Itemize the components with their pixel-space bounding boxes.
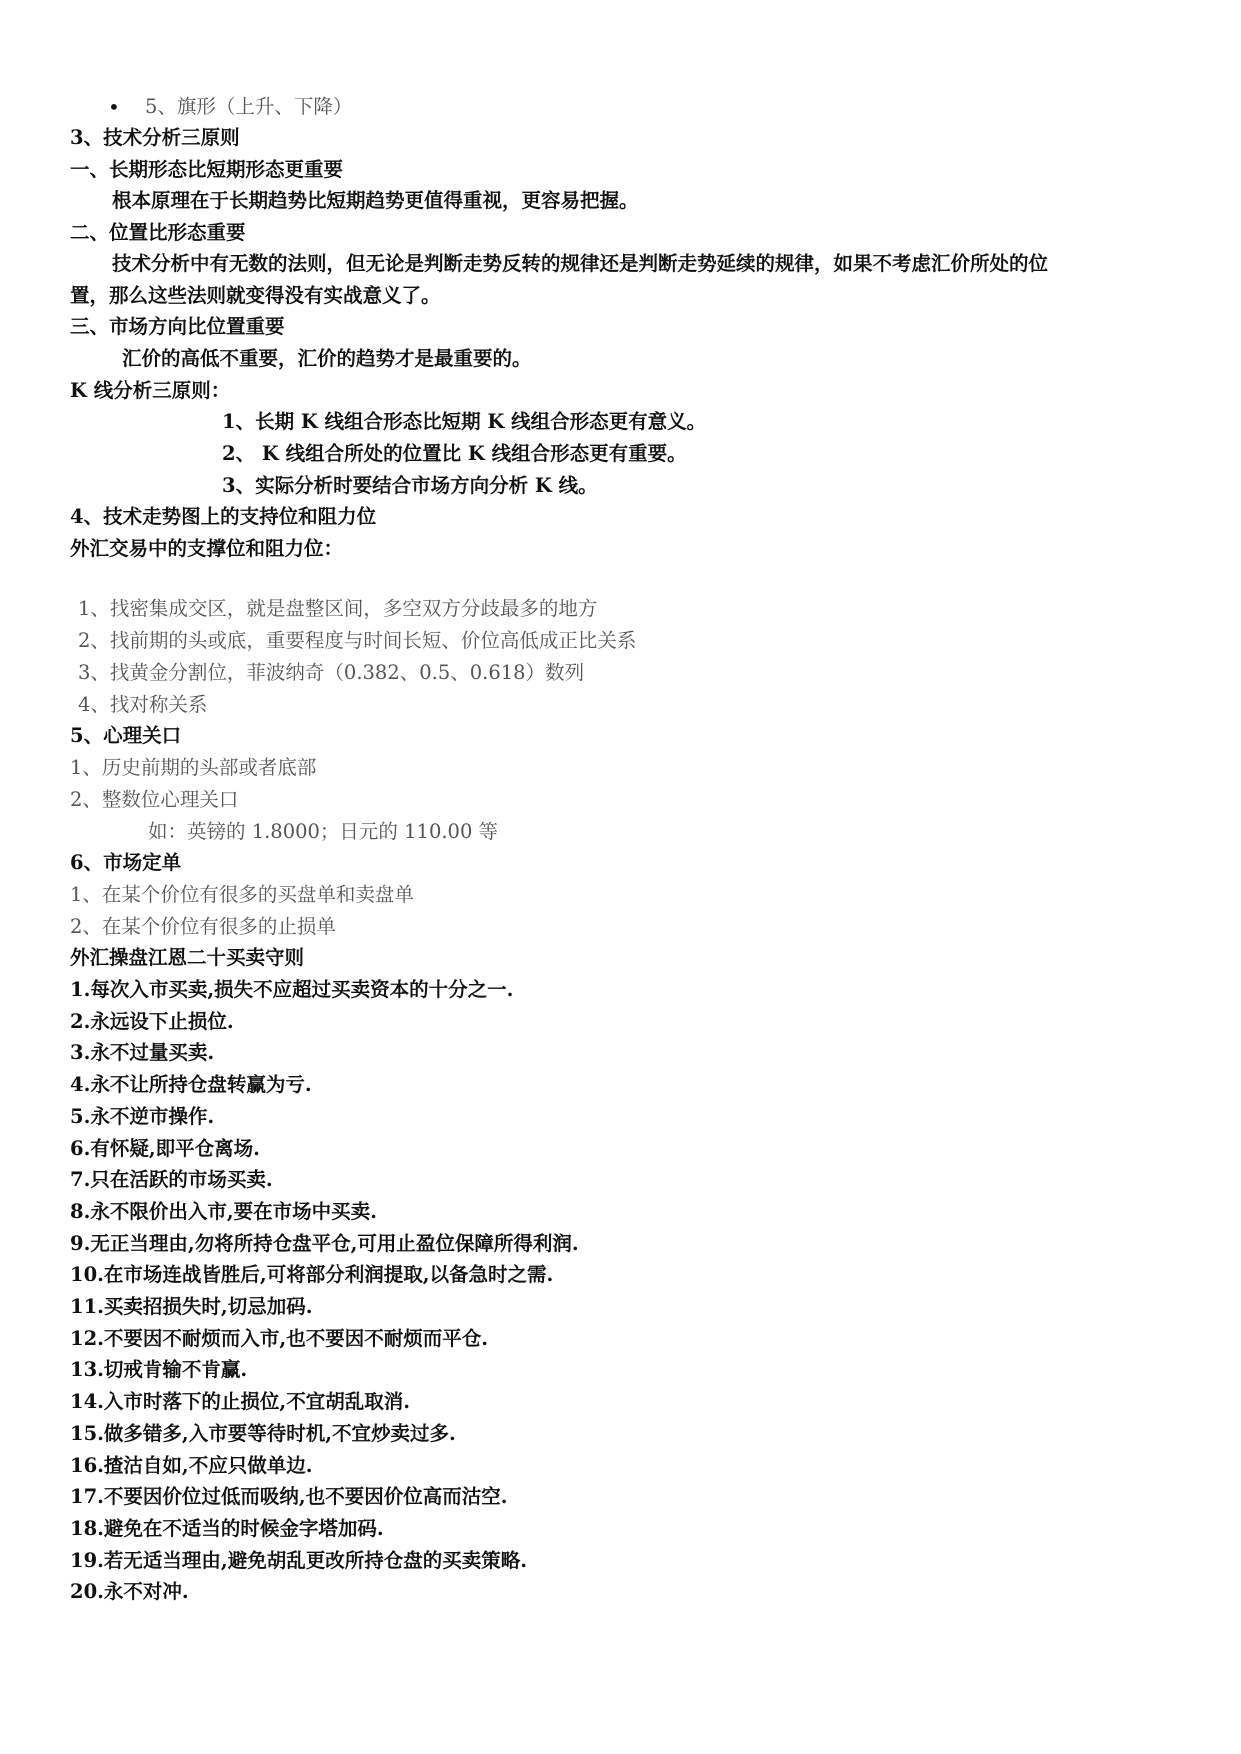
gann-rule-13: 13.切戒肯输不肯赢. [70,1358,248,1381]
principle-text-1: 根本原理在于长期趋势比短期趋势更值得重视，更容易把握。 [112,189,639,212]
kline-rule-1: 1、长期 K 线组合形态比短期 K 线组合形态更有意义。 [222,410,707,433]
principle-text-2a: 技术分析中有无数的法则，但无论是判断走势反转的规律还是判断走势延续的规律，如果不考虑汇价所处的位 [112,252,1049,275]
gann-rule-14: 14.入市时落下的止损位,不宜胡乱取消. [70,1390,411,1413]
gann-rule-17: 17.不要因价位过低而吸纳,也不要因价位高而沽空. [70,1485,508,1508]
gann-rule-5: 5.永不逆市操作. [70,1105,215,1128]
gann-rule-16: 16.揸沽自如,不应只做单边. [70,1454,313,1477]
kline-heading: K 线分析三原则： [70,379,231,402]
gann-rule-15: 15.做多错多,入市要等待时机,不宜炒卖过多. [70,1422,456,1445]
bullet-marker: • [108,95,120,119]
support-item-2: 2、找前期的头或底，重要程度与时间长短、价位高低成正比关系 [78,629,637,652]
gann-rule-18: 18.避免在不适当的时候金字塔加码. [70,1517,384,1540]
gann-rule-11: 11.买卖招损失时,切忌加码. [70,1295,313,1318]
support-resistance-heading: 外汇交易中的支撑位和阻力位： [70,537,344,560]
pattern-item-5: 5、旗形（上升、下降） [145,95,353,118]
gann-rule-20: 20.永不对冲. [70,1580,189,1603]
gann-rules-heading: 外汇操盘江恩二十买卖守则 [70,946,305,969]
psych-item-1: 1、历史前期的头部或者底部 [70,756,317,779]
gann-rule-6: 6.有怀疑,即平仓离场. [70,1137,260,1160]
gann-rule-7: 7.只在活跃的市场买卖. [70,1168,273,1191]
psych-example: 如：英镑的 1.8000；日元的 110.00 等 [148,820,499,843]
kline-rule-2: 2、 K 线组合所处的位置比 K 线组合形态更有重要。 [222,442,687,465]
support-item-3: 3、找黄金分割位，菲波纳奇（0.382、0.5、0.618）数列 [78,661,585,684]
section-heading-5: 5、心理关口 [70,724,182,747]
section-heading-6: 6、市场定单 [70,851,182,874]
principle-text-3: 汇价的高低不重要，汇价的趋势才是最重要的。 [122,347,532,370]
principle-text-2b: 置，那么这些法则就变得没有实战意义了。 [70,284,441,307]
section-heading-3: 3、技术分析三原则 [70,126,240,149]
gann-rule-9: 9.无正当理由,勿将所持仓盘平仓,可用止盈位保障所得利润. [70,1232,579,1255]
order-item-1: 1、在某个价位有很多的买盘单和卖盘单 [70,883,414,906]
gann-rule-10: 10.在市场连战皆胜后,可将部分利润提取,以备急时之需. [70,1263,554,1286]
section-heading-4: 4、技术走势图上的支持位和阻力位 [70,505,377,528]
gann-rule-1: 1.每次入市买卖,损失不应超过买卖资本的十分之一. [70,978,514,1001]
gann-rule-3: 3.永不过量买卖. [70,1041,215,1064]
psych-item-2: 2、整数位心理关口 [70,788,239,811]
gann-rule-8: 8.永不限价出入市,要在市场中买卖. [70,1200,377,1223]
gann-rule-4: 4.永不让所持仓盘转赢为亏. [70,1073,312,1096]
principle-heading-1: 一、长期形态比短期形态更重要 [70,158,344,181]
gann-rule-19: 19.若无适当理由,避免胡乱更改所持仓盘的买卖策略. [70,1549,528,1572]
order-item-2: 2、在某个价位有很多的止损单 [70,915,336,938]
support-item-1: 1、找密集成交区，就是盘整区间，多空双方分歧最多的地方 [78,597,598,620]
gann-rule-12: 12.不要因不耐烦而入市,也不要因不耐烦而平仓. [70,1327,489,1350]
gann-rule-2: 2.永远设下止损位. [70,1010,234,1033]
kline-rule-3: 3、实际分析时要结合市场方向分析 K 线。 [222,474,598,497]
principle-heading-3: 三、市场方向比位置重要 [70,315,285,338]
support-item-4: 4、找对称关系 [78,693,208,716]
principle-heading-2: 二、位置比形态重要 [70,221,246,244]
